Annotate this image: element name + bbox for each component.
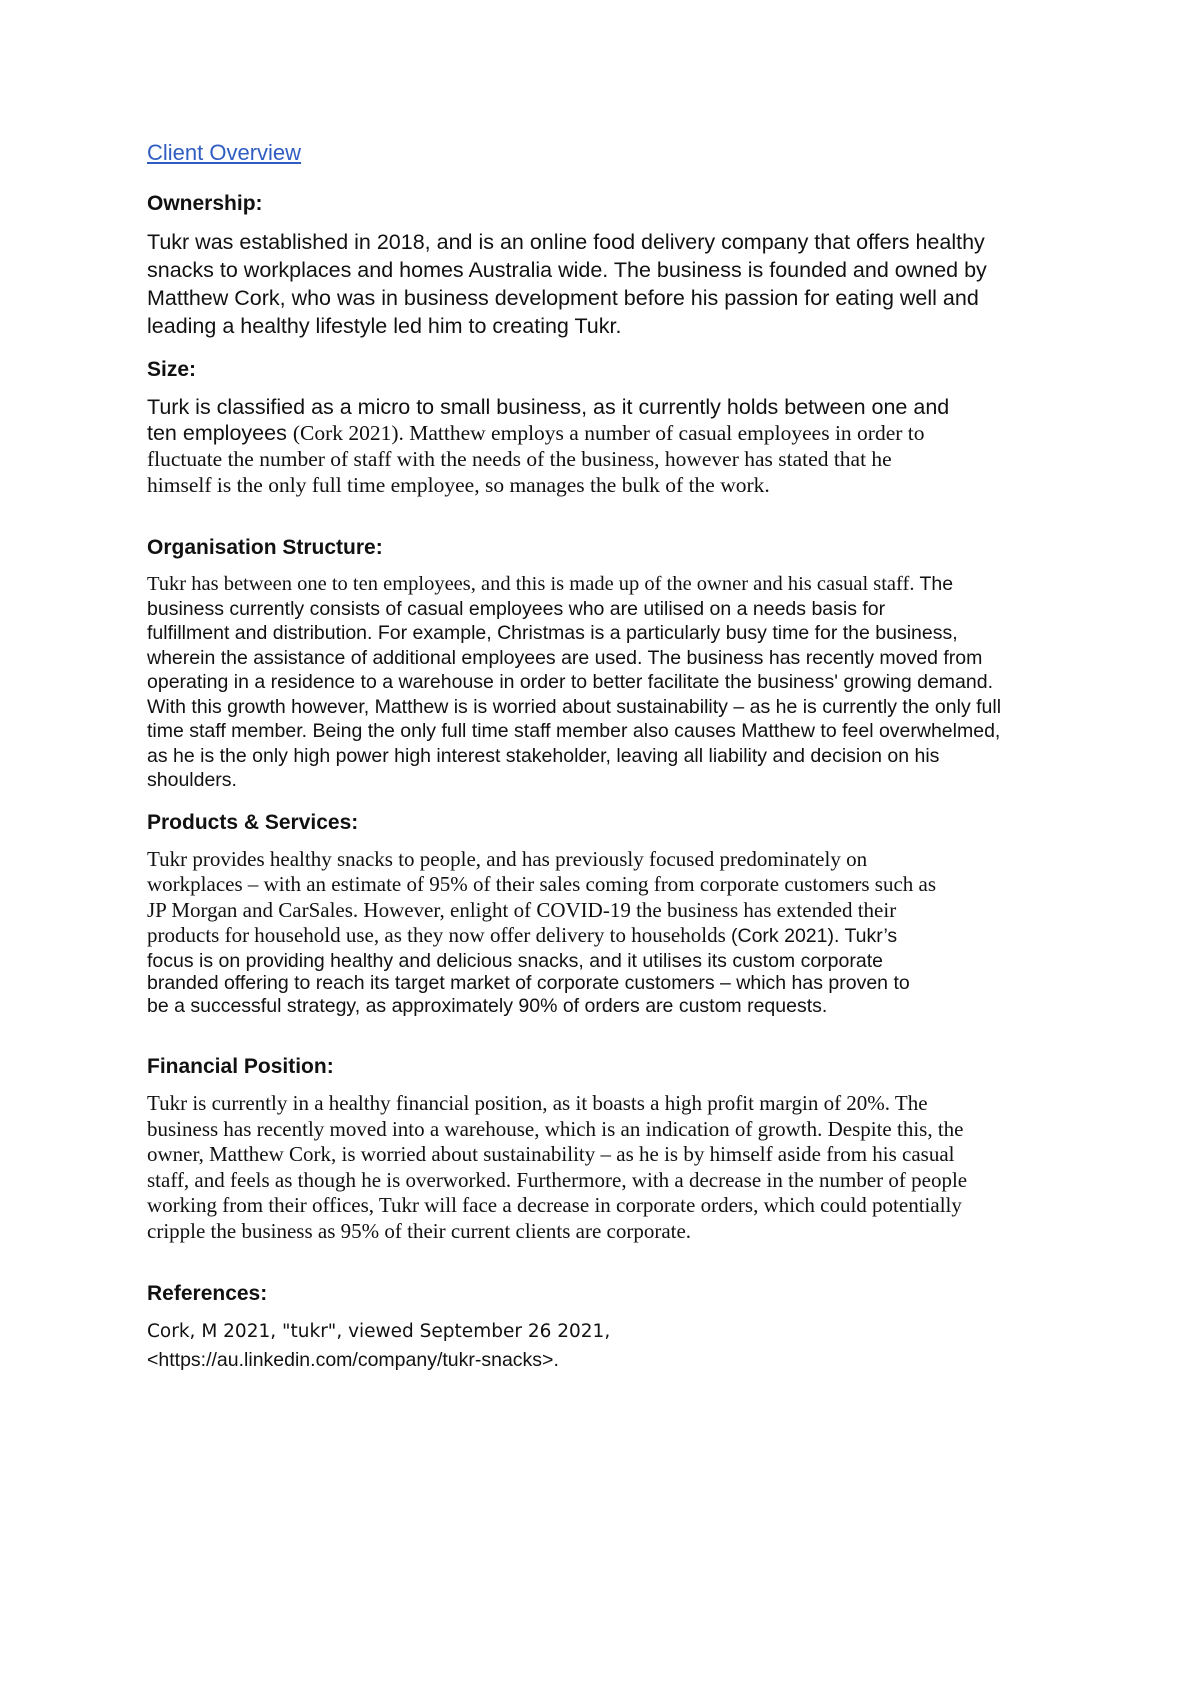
paragraph-line: staff, and feels as though he is overworked. Furthermore, with a decrease in the number of people <box>147 1167 968 1192</box>
paragraph-line: working from their offices, Tukr will face a decrease in corporate orders, which could potentially <box>147 1193 962 1217</box>
paragraph-line: himself is the only full time employee, so manages the bulk of the work. <box>147 473 770 497</box>
paragraph-line: Tukr is currently in a healthy financial position, as it boasts a high profit margin of 20%. The <box>147 1091 928 1115</box>
paragraph-line <box>147 420 1147 446</box>
document-page <box>147 140 1147 1374</box>
paragraph-line: focus is on providing healthy and delicious snacks, and it utilises its custom corporate <box>147 949 883 972</box>
paragraph-line <box>147 572 1147 597</box>
references-heading: References: <box>147 1282 268 1305</box>
paragraph-line: operating in a residence to a warehouse in order to better facilitate the business' growing demand. <box>147 671 993 693</box>
paragraph-line: be a successful strategy, as approximately 90% of orders are custom requests. <box>147 994 828 1017</box>
paragraph-line: snacks to workplaces and homes Australia wide. The business is founded and owned by <box>147 258 987 282</box>
paragraph-line: leading a healthy lifestyle led him to creating Tukr. <box>147 314 622 338</box>
paragraph-line: fluctuate the number of staff with the needs of the business, however has stated that he <box>147 447 892 471</box>
paragraph-line: wherein the assistance of additional employees are used. The business has recently moved from <box>147 646 983 669</box>
paragraph-line: Tukr was established in 2018, and is an online food delivery company that offers healthy <box>147 230 985 254</box>
paragraph-line: Turk is classified as a micro to small business, as it currently holds between one and <box>147 395 950 419</box>
paragraph-line-part: ten employees <box>147 421 293 445</box>
paragraph-line: JP Morgan and CarSales. However, enlight of COVID-19 the business has extended their <box>147 897 897 922</box>
financial-paragraph <box>147 1091 1147 1244</box>
document-title: Client Overview <box>147 140 302 165</box>
paragraph-line: Matthew Cork, who was in business development before his passion for eating well and <box>147 286 979 310</box>
paragraph-line: as he is the only high power high interest stakeholder, leaving all liability and decision on his <box>147 744 940 767</box>
paragraph-line-part: (Cork 2021). Matthew employs a number of casual employees in order to <box>292 421 925 445</box>
paragraph-line-part: products for household use, as they now offer delivery to households <box>147 923 732 947</box>
paragraph-line: Tukr provides healthy snacks to people, and has previously focused predominately on <box>147 846 868 871</box>
reference-line: Cork, M 2021, "tukr", viewed September 26 2021, <box>147 1321 611 1342</box>
products-heading: Products & Services: <box>147 810 359 834</box>
paragraph-line-part: The <box>914 573 954 595</box>
size-paragraph <box>147 394 1147 498</box>
size-heading: Size: <box>147 358 197 381</box>
reference-url: <https://au.linkedin.com/company/tukr-snacks>. <box>147 1349 559 1371</box>
organisation-heading: Organisation Structure: <box>147 536 383 559</box>
reference-entry <box>147 1318 1147 1374</box>
paragraph-line: business has recently moved into a warehouse, which is an indication of growth. Despite this, the <box>147 1116 964 1141</box>
paragraph-line: fulfillment and distribution. For example, Christmas is a particularly busy time for the business, <box>147 622 958 644</box>
paragraph-line: branded offering to reach its target market of corporate customers – which has proven to <box>147 972 910 994</box>
ownership-paragraph <box>147 228 1147 340</box>
ownership-heading: Ownership: <box>147 192 263 215</box>
paragraph-line: business currently consists of casual employees who are utilised on a needs basis for <box>147 597 886 620</box>
paragraph-line-part: Tukr has between one to ten employees, and this is made up of the owner and his casual staff. <box>147 573 915 595</box>
organisation-paragraph <box>147 572 1147 793</box>
paragraph-line: With this growth however, Matthew is is worried about sustainability – as he is currently the only full <box>147 695 1002 718</box>
paragraph-line: cripple the business as 95% of their current clients are corporate. <box>147 1218 692 1243</box>
paragraph-line: owner, Matthew Cork, is worried about sustainability – as he is by himself aside from his casual <box>147 1142 955 1166</box>
paragraph-line: shoulders. <box>147 769 237 791</box>
paragraph-line: workplaces – with an estimate of 95% of their sales coming from corporate customers such as <box>147 872 937 896</box>
paragraph-line-part: (Cork 2021). Tukr’s <box>731 925 898 947</box>
financial-heading: Financial Position: <box>147 1055 334 1078</box>
products-paragraph <box>147 847 1147 1018</box>
paragraph-line: time staff member. Being the only full time staff member also causes Matthew to feel overwhelmed, <box>147 720 1001 742</box>
paragraph-line <box>147 923 1147 950</box>
